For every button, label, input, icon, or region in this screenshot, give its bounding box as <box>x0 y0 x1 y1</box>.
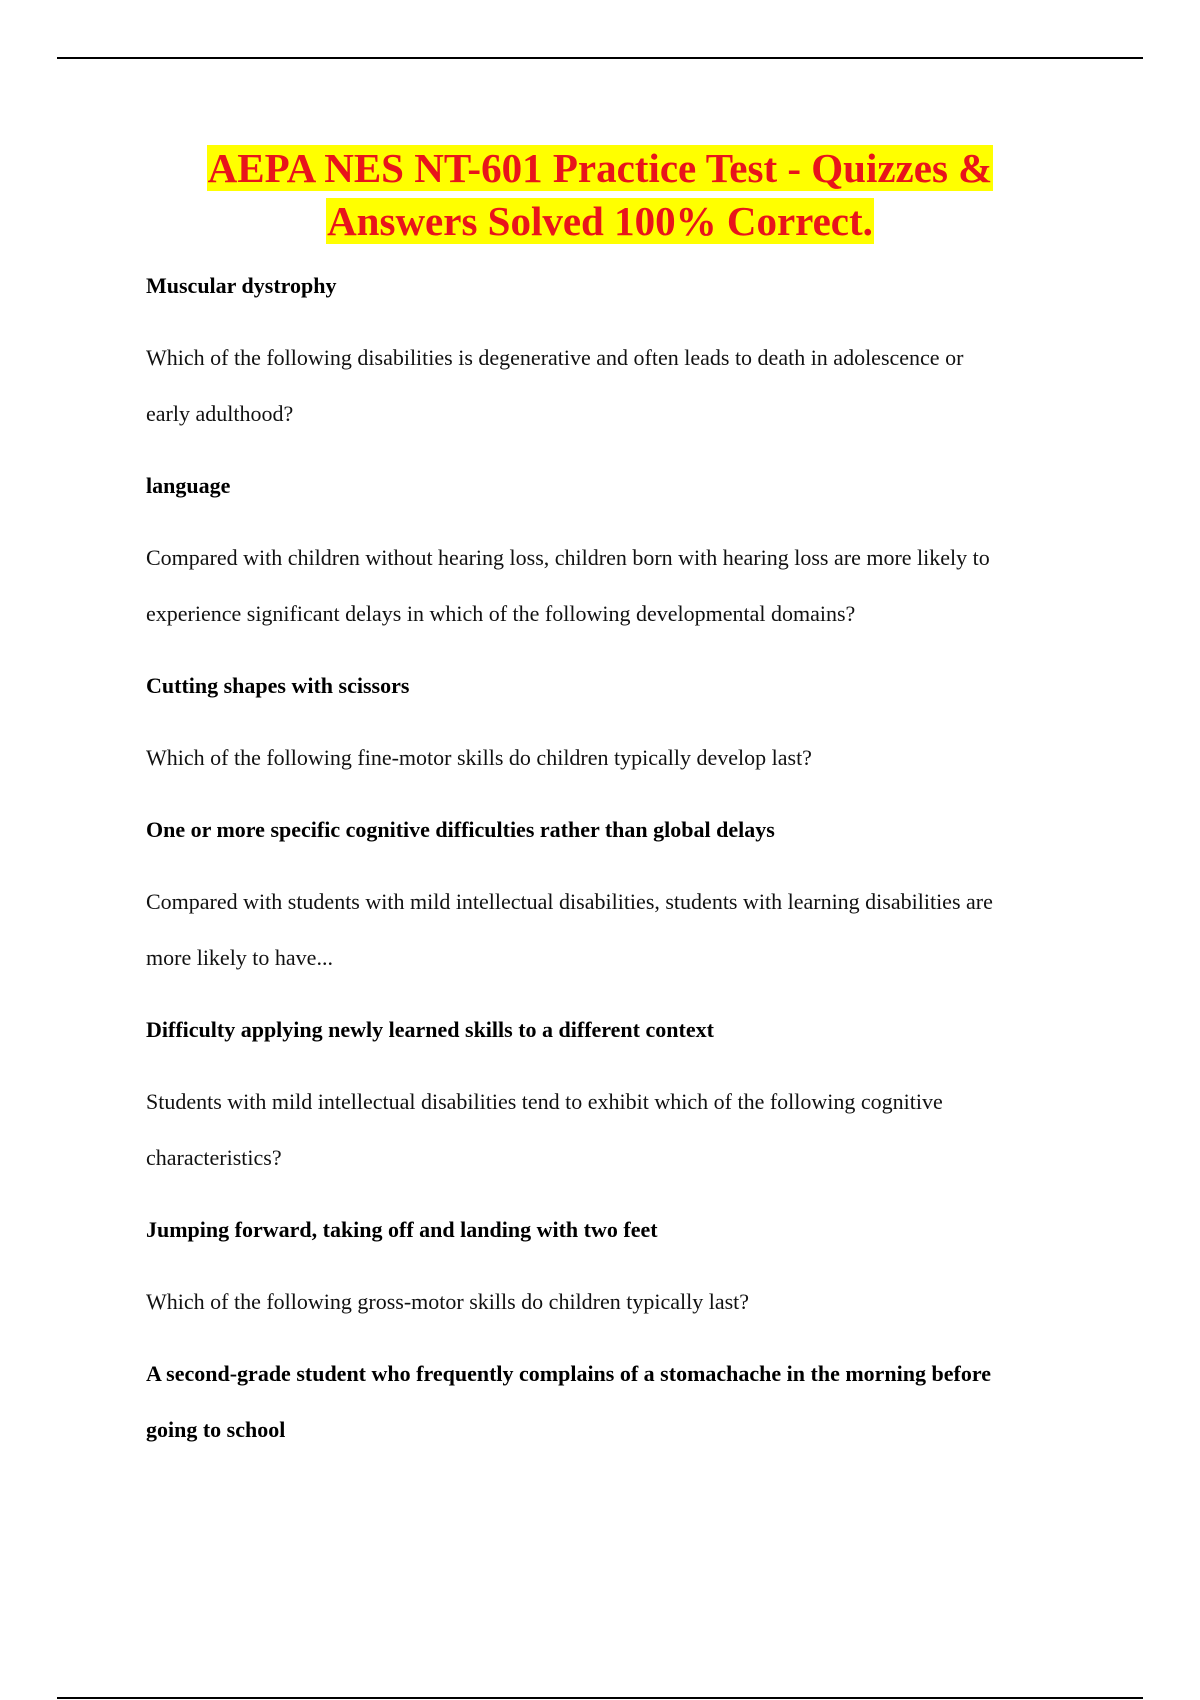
qa-item <box>146 458 1086 658</box>
qa-item <box>146 258 1086 458</box>
document-title <box>100 142 1100 248</box>
title-line-2: Answers Solved 100% Correct. <box>327 198 873 244</box>
qa-item <box>146 658 1086 802</box>
answer-text: language <box>146 473 231 498</box>
question-text: Students with mild intellectual disabilities tend to exhibit which of the following cognitive <box>146 1089 943 1114</box>
answer-text: Cutting shapes with scissors <box>146 673 410 698</box>
qa-item <box>146 1346 1086 1458</box>
question-text: Which of the following gross-motor skills do children typically last? <box>146 1289 750 1314</box>
question-text: Which of the following disabilities is degenerative and often leads to death in adolescence or <box>146 345 964 370</box>
answer-text: A second-grade student who frequently complains of a stomachache in the morning before <box>146 1361 991 1386</box>
qa-list <box>146 258 1086 1458</box>
question-text: experience significant delays in which of the following developmental domains? <box>146 601 856 626</box>
qa-item <box>146 802 1086 1002</box>
question-text: early adulthood? <box>146 401 294 426</box>
question-text: characteristics? <box>146 1145 282 1170</box>
answer-text: Difficulty applying newly learned skills to a different context <box>146 1017 714 1042</box>
answer-text: going to school <box>146 1417 286 1442</box>
answer-text: Muscular dystrophy <box>146 273 337 298</box>
question-text: Compared with students with mild intellectual disabilities, students with learning disabilities are <box>146 889 993 914</box>
question-text: more likely to have... <box>146 945 333 970</box>
qa-item <box>146 1002 1086 1202</box>
top-rule <box>57 57 1143 59</box>
bottom-rule <box>57 1697 1143 1699</box>
answer-text: Jumping forward, taking off and landing with two feet <box>146 1217 658 1242</box>
title-line-1: AEPA NES NT-601 Practice Test - Quizzes & <box>207 145 993 191</box>
qa-item <box>146 1202 1086 1346</box>
question-text: Which of the following fine-motor skills do children typically develop last? <box>146 745 812 770</box>
question-text: Compared with children without hearing loss, children born with hearing loss are more likely to <box>146 545 990 570</box>
answer-text: One or more specific cognitive difficulties rather than global delays <box>146 817 775 842</box>
